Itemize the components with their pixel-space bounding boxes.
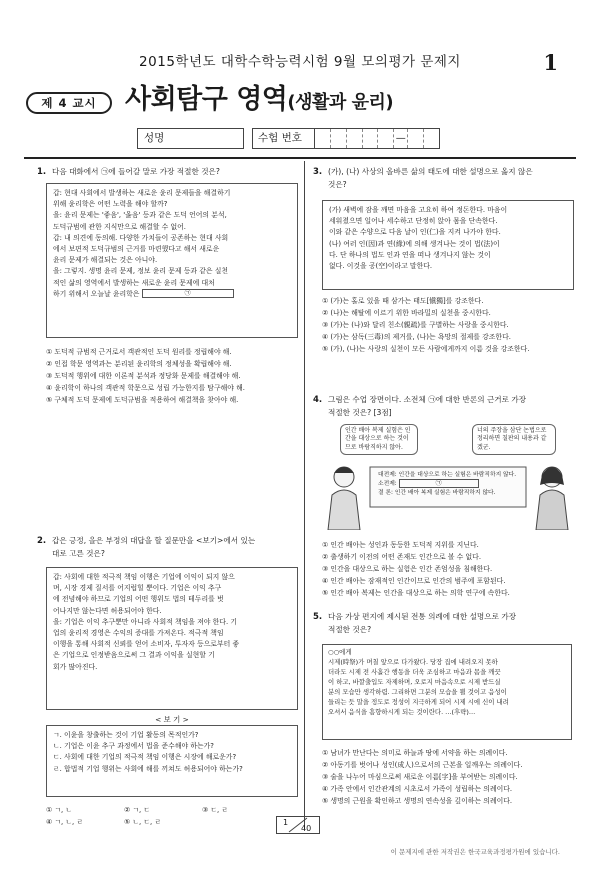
choice-3[interactable]: ③ 인간을 대상으로 하는 실험은 인간 존엄성을 침해한다. — [322, 564, 493, 573]
letter-line: 오셔서 음식을 흠향하시게 되는 것이란다. …(후략)… — [328, 707, 476, 716]
speech-bubble-right: 너의 주장을 삼단 논법으로 정리하면 칠판의 내용과 같겠군. — [472, 424, 556, 455]
exam-number-cell[interactable] — [424, 129, 439, 148]
copyright-notice: 이 문제지에 관한 저작권은 한국교육과정평가원에 있습니다. — [390, 848, 560, 856]
question-text: 적절한 것은? [3점] — [328, 407, 392, 417]
question-3-choices — [322, 296, 574, 355]
dialog-line: 갑: 내 의견에 동의해. 다양한 가치들이 공존하는 현대 사회 — [53, 233, 229, 242]
question-3-stem — [313, 166, 575, 190]
dialog-line — [53, 289, 291, 300]
passage-line: 며, 시장 경제 질서를 어지럽힐 뿐이다. 기업은 이익 추구 — [53, 584, 222, 593]
choice-2[interactable]: ② ㄱ, ㄷ — [124, 806, 151, 814]
question-text: 갑은 긍정, 을은 부정의 대답을 할 질문만을 <보기>에서 있는 — [52, 536, 256, 545]
choice-3[interactable]: ③ (가)는 (나)와 달리 친소(親疏)를 구별하는 사랑을 중시한다. — [322, 320, 509, 329]
choice-5[interactable]: ⑤ 인간 배아 복제는 인간을 대상으로 하는 의학 연구에 속한다. — [322, 588, 510, 597]
choice-4[interactable]: ④ (가)는 삼독(三毒)의 제거를, (나)는 욕망의 절제를 강조한다. — [322, 332, 511, 341]
page-total: 40 — [301, 824, 312, 833]
choice-1[interactable]: ① ㄱ, ㄴ — [46, 806, 73, 814]
exam-number-cell[interactable] — [408, 129, 424, 148]
dialog-line: 도덕규범에 관한 지식만으로 해결할 수 없어. — [53, 222, 186, 231]
question-text: 다음 가상 편지에 제시된 전통 의례에 대한 설명으로 가장 — [328, 612, 517, 621]
dialog-line: 윤리 문제가 해결되는 것은 아니야. — [53, 256, 158, 265]
question-4-stem — [313, 394, 575, 418]
passage-line: 에 전념해야 하므로 기업의 어떤 행위도 법의 테두리를 벗 — [53, 595, 224, 604]
speech-bubble-left: 인간 배아 복제 실험은 인간을 대상으로 하는 것이므로 바람직하지 않아. — [340, 424, 418, 455]
exam-number-label: 수험 번호 — [253, 129, 315, 148]
passage-line: (가) 새벽에 잠을 깨면 마음을 고요히 하여 정돈한다. 마음이 — [329, 206, 508, 214]
choice-5[interactable]: ⑤ (가), (나)는 사랑의 실천이 모든 사람에게까지 이름 것을 강조한다. — [322, 344, 530, 353]
name-field[interactable] — [137, 128, 244, 149]
choice-3[interactable]: ③ 술을 나누어 마심으로써 새로운 이름[字]을 부여받는 의례이다. — [322, 772, 518, 781]
choice-4[interactable]: ④ 인간 배아는 잠재적인 인간이므로 인간의 범주에 포함된다. — [322, 576, 506, 585]
question-2-choices — [46, 805, 298, 829]
choice-5[interactable]: ⑤ 생명의 근원을 확인하고 생명의 연속성을 깊이하는 의례이다. — [322, 796, 513, 805]
passage-line: 업의 윤리적 경영은 수익의 증대를 가져온다. 적극적 책임 — [53, 628, 224, 637]
bogi-item: ㄱ. 이윤을 창출하는 것이 기업 활동의 목적인가? — [53, 731, 199, 739]
exam-number-cell[interactable] — [347, 129, 363, 148]
question-number: 4. — [313, 395, 323, 405]
exam-number-field[interactable] — [252, 128, 440, 149]
passage-line: 은 기업으로 인정받음으로써 그 결과 이익을 실현할 기 — [53, 651, 215, 660]
question-4-choices — [322, 540, 574, 599]
passage-line: 이와 같은 수양으로 다음 날이 인(仁)을 지켜 나가야 한다. — [329, 228, 501, 237]
question-2-passage-box — [46, 567, 298, 710]
question-text: 것은? — [328, 179, 347, 189]
column-divider — [304, 161, 305, 829]
passage-line: 을: 기업은 이익 추구뿐만 아니라 사회적 책임을 져야 한다. 기 — [53, 617, 237, 626]
dialog-line: 을: 그렇지. 생명 윤리 문제, 정보 윤리 문제 등과 같은 실천 — [53, 267, 229, 276]
passage-line: 없다. 이것을 공(空)이라고 말한다. — [329, 261, 433, 270]
question-5-stem — [313, 611, 575, 635]
choice-2[interactable]: ② 인접 학문 영역과는 분리된 윤리학의 정체성을 확립해야 해. — [46, 359, 232, 368]
choice-2[interactable]: ② 아동기를 벗어나 성인(成人)으로서의 근본을 일깨우는 의례이다. — [322, 760, 523, 769]
question-number: 3. — [313, 167, 323, 177]
question-text: 그림은 수업 장면이다. 소전체 ㉠에 대한 반론의 근거로 가장 — [328, 395, 527, 404]
question-2-stem — [37, 535, 299, 559]
header-rule — [24, 157, 576, 159]
dialog-line: 을: 윤리 문제는 '좋음', '옳음' 등과 같은 도덕 언어의 분석, — [53, 211, 227, 220]
exam-number-cell[interactable] — [331, 129, 347, 148]
question-number: 1. — [37, 167, 47, 177]
question-text: (가), (나) 사상의 올바른 삶의 태도에 대한 설명으로 옳지 않은 — [328, 167, 533, 176]
student-figure — [328, 467, 360, 530]
answer-blank: ㉠ — [142, 289, 234, 298]
subject-title — [125, 80, 393, 121]
choice-1[interactable]: ① 도덕적 규범적 근거로서 객관적인 도덕 원리를 정립해야 해. — [46, 348, 232, 356]
question-number: 5. — [313, 612, 323, 622]
choice-5[interactable]: ⑤ ㄴ, ㄷ, ㄹ — [124, 817, 162, 826]
exam-number-cell[interactable] — [315, 129, 331, 148]
letter-line: 이 하고, 바깥출입도 자제하며, 오로지 마음속으로 시제 받드실 — [328, 677, 501, 686]
question-3-passage-box — [322, 200, 574, 290]
choice-3[interactable]: ③ ㄷ, ㄹ — [202, 806, 229, 814]
dialog-line: 위해 윤리학은 어떤 노력을 해야 할까? — [53, 200, 168, 209]
choice-3[interactable]: ③ 도덕적 행위에 대한 이론적 분석과 정당화 문제를 해결해야 해. — [46, 371, 241, 380]
passage-line: 세워졌으면 일어나 세수하고 단정히 앉아 몸을 단속한다. — [329, 217, 498, 226]
passage-line: 회가 많아진다. — [53, 662, 98, 671]
dialog-line-text: 하기 위해서 오늘날 윤리학은 — [53, 289, 140, 298]
chalkboard-text — [374, 469, 526, 505]
dialog-line: 에서 보편적 도덕규범의 근거를 마련했다고 해서 새로운 — [53, 244, 220, 253]
page-indicator — [276, 816, 320, 834]
letter-box — [322, 644, 572, 740]
question-1-stem — [37, 166, 299, 179]
board-line — [378, 479, 522, 488]
exam-number-cell[interactable] — [363, 129, 379, 148]
page-corner-number: 1 — [543, 50, 558, 75]
letter-line: 들리는 듯 말을 정도로 정성이 지극하게 되어 시제 시에 신이 내려 — [328, 697, 509, 706]
choice-4[interactable]: ④ ㄱ, ㄴ, ㄹ — [46, 817, 84, 826]
bogi-item: ㄴ. 기업은 이윤 추구 과정에서 법을 준수해야 하는가? — [53, 742, 214, 751]
bogi-item: ㄷ. 사회에 대한 기업의 적극적 책임 이행은 시장에 해로운가? — [53, 753, 237, 762]
choice-1[interactable]: ① 인간 배아는 성인과 동등한 도덕적 지위를 지닌다. — [322, 541, 479, 549]
passage-line: (나) 여러 인(因)과 연(緣)에 의해 생겨나는 것이 법(法)이 — [329, 239, 500, 248]
question-text: 대로 고른 것은? — [52, 548, 105, 558]
choice-2[interactable]: ② 출생하기 이전의 어떤 존재도 인간으로 볼 수 없다. — [322, 552, 482, 561]
choice-4[interactable]: ④ 가족 안에서 인간관계의 시초로서 가족이 성립하는 의례이다. — [322, 784, 513, 793]
choice-2[interactable]: ② (나)는 해탈에 이르기 위한 바라밀의 실천을 중시한다. — [322, 308, 491, 317]
choice-5[interactable]: ⑤ 구체적 도덕 문제에 도덕규범을 적용하여 해결책을 찾아야 해. — [46, 395, 239, 404]
question-1-choices — [46, 347, 298, 406]
page-current: 1 — [283, 818, 289, 827]
subject-title-main: 사회탐구 영역 — [125, 84, 288, 115]
exam-title: 2015학년도 대학수학능력시험 9월 모의평가 문제지 — [139, 54, 461, 70]
bogi-title: < 보 기 > — [155, 715, 189, 724]
bogi-item: ㄹ. 합법적 기업 행위는 사회에 해를 끼쳐도 허용되어야 하는가? — [53, 764, 243, 773]
choice-4[interactable]: ④ 윤리학이 하나의 객관적 학문으로 성립 가능한지를 탐구해야 해. — [46, 383, 245, 392]
question-text: 적절한 것은? — [328, 624, 372, 634]
question-1-dialog-box — [46, 183, 298, 338]
exam-number-dash: — — [394, 129, 408, 148]
passage-line: 다. 단 하나의 법도 인과 연을 떠나 생겨나지 않는 것이 — [329, 250, 491, 259]
question-number: 2. — [37, 536, 47, 546]
dialog-line: 적인 삶의 영역에서 발생하는 새로운 윤리 문제에 대처 — [53, 278, 215, 287]
name-label: 성명 — [144, 132, 165, 144]
choice-1[interactable]: ① (가)는 홀로 있을 때 삼가는 태도[愼獨]를 강조한다. — [322, 297, 484, 305]
question-text: 다음 대화에서 ㉠에 들어갈 말로 가장 적절한 것은? — [52, 167, 220, 176]
subject-title-sub: (생활과 윤리) — [287, 92, 394, 113]
question-5-choices — [322, 748, 574, 807]
passage-line: 이행을 통해 사회적 신뢰를 얻어 소비자, 투자자 등으로부터 좋 — [53, 640, 240, 649]
letter-line: 분의 모습만 생각하렴. 그리하면 그분의 모습을 뵐 것이고 음성이 — [328, 687, 507, 696]
board-line: 결 론: 인간 배아 복제 실험은 바람직하지 않다. — [378, 489, 496, 496]
bogi-box — [46, 725, 298, 797]
choice-1[interactable]: ① 남녀가 만난다는 의미로 하늘과 땅에 서약을 하는 의례이다. — [322, 749, 508, 757]
passage-line: 어나지만 않는다면 허용되어야 한다. — [53, 606, 162, 615]
teacher-figure — [536, 467, 568, 530]
letter-line: 더라도 시제 전 사흘간 행동을 더욱 조심하고 마음과 몸을 깨끗 — [328, 667, 501, 676]
letter-line: 시제(時祭)가 며칠 앞으로 다가왔다. 당장 집에 내려오지 못하 — [328, 657, 498, 666]
passage-line: 갑: 사회에 대한 적극적 책임 이행은 기업에 이익이 되지 않으 — [53, 573, 235, 581]
board-line: 대전제: 인간을 대상으로 하는 실험은 바람직하지 않다. — [378, 472, 517, 478]
exam-number-cell[interactable] — [378, 129, 394, 148]
answer-blank: ㉠ — [399, 479, 479, 488]
letter-line: ○○에게 — [328, 648, 352, 656]
dialog-line: 갑: 현대 사회에서 발생하는 새로운 윤리 문제들을 해결하기 — [53, 189, 231, 197]
period-badge: 제 4 교시 — [26, 92, 112, 114]
board-line-label: 소전제: — [378, 481, 397, 488]
